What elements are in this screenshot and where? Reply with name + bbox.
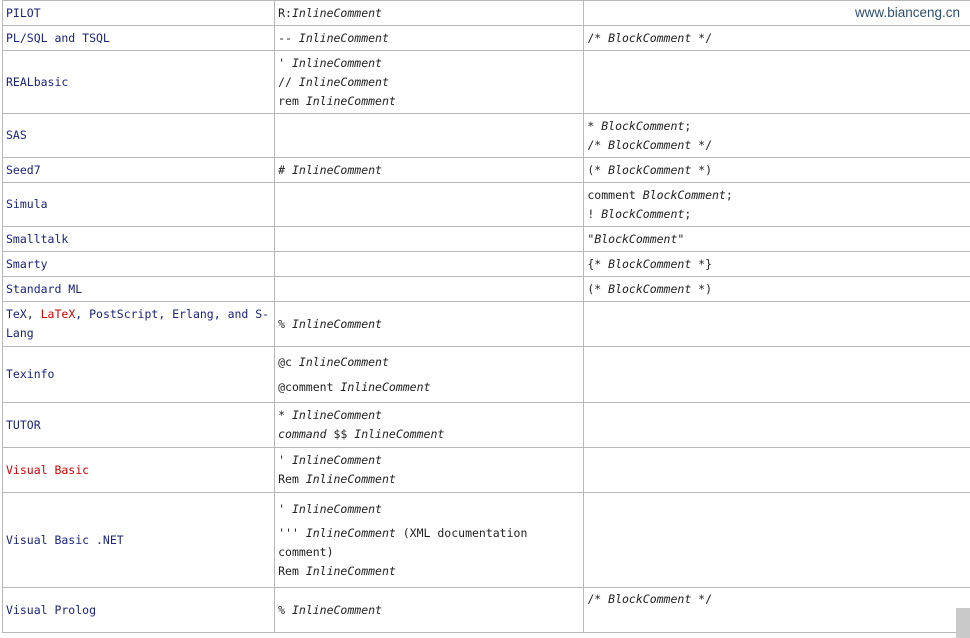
language-cell <box>3 158 275 183</box>
block-comment-cell <box>584 448 970 493</box>
block-comment-cell: {* BlockComment *} <box>584 252 970 277</box>
language-link[interactable]: SAS <box>6 128 27 142</box>
language-cell <box>3 347 275 403</box>
inline-comment-cell: % InlineComment <box>275 302 584 347</box>
inline-comment-cell: -- InlineComment <box>275 26 584 51</box>
language-cell <box>3 1 275 26</box>
language-link[interactable]: Smalltalk <box>6 231 69 246</box>
language-link[interactable]: Simula <box>6 197 48 211</box>
language-cell <box>3 51 275 114</box>
language-cell <box>3 448 275 493</box>
inline-comment-cell: ' InlineComment Rem InlineComment <box>275 448 584 493</box>
language-cell <box>3 277 275 302</box>
language-link[interactable]: PL/SQL and TSQL <box>6 30 110 45</box>
block-comment-cell: comment BlockComment; ! BlockComment; <box>584 183 970 227</box>
inline-comment-cell <box>275 227 584 252</box>
table-row <box>3 403 970 448</box>
language-cell <box>3 183 275 227</box>
language-cell <box>3 302 275 347</box>
language-link[interactable]: Smarty <box>6 256 48 271</box>
language-cell <box>3 26 275 51</box>
comment-syntax-table <box>2 0 970 633</box>
language-link[interactable]: Standard ML <box>6 281 83 296</box>
inline-comment-cell <box>275 277 584 302</box>
language-link[interactable]: Seed7 <box>6 162 41 177</box>
table-row <box>3 347 970 403</box>
language-cell <box>3 588 275 633</box>
language-link-latex[interactable]: LaTeX <box>40 307 76 321</box>
block-comment-cell <box>584 302 970 347</box>
table-row <box>3 227 970 252</box>
inline-comment-cell <box>275 183 584 227</box>
table-row <box>3 302 970 347</box>
table-row <box>3 114 970 158</box>
table-row <box>3 183 970 227</box>
block-comment-cell: /* BlockComment */ <box>584 588 970 633</box>
language-cell <box>3 403 275 448</box>
inline-comment-cell <box>275 114 584 158</box>
block-comment-cell: * BlockComment; /* BlockComment */ <box>584 114 970 158</box>
table-row <box>3 252 970 277</box>
table-row <box>3 493 970 588</box>
table-row <box>3 448 970 493</box>
language-cell <box>3 493 275 588</box>
inline-comment-cell: % InlineComment <box>275 588 584 633</box>
block-comment-cell: (* BlockComment *) <box>584 277 970 302</box>
language-link[interactable]: Visual Prolog <box>6 602 97 617</box>
scrollbar-corner[interactable] <box>956 608 970 638</box>
block-comment-cell <box>584 347 970 403</box>
language-cell <box>3 252 275 277</box>
language-link[interactable]: Visual Basic <box>6 462 90 477</box>
inline-comment-cell: ' InlineComment // InlineComment rem InlineComment <box>275 51 584 114</box>
table-row <box>3 26 970 51</box>
block-comment-cell: /* BlockComment */ <box>584 26 970 51</box>
block-comment-cell <box>584 51 970 114</box>
watermark: www.bianceng.cn <box>854 5 960 20</box>
block-comment-cell <box>584 493 970 588</box>
language-cell <box>3 114 275 158</box>
inline-comment-cell: R:InlineComment <box>275 1 584 26</box>
language-cell <box>3 227 275 252</box>
inline-comment-cell: # InlineComment <box>275 158 584 183</box>
table-row <box>3 158 970 183</box>
inline-comment-cell <box>275 252 584 277</box>
inline-comment-cell: * InlineComment command $$ InlineComment <box>275 403 584 448</box>
table-row <box>3 51 970 114</box>
block-comment-cell <box>584 403 970 448</box>
language-link[interactable]: Texinfo <box>6 367 55 381</box>
language-link[interactable]: PILOT <box>6 5 41 20</box>
inline-comment-cell: @c InlineComment @comment InlineComment <box>275 347 584 403</box>
language-link[interactable]: , PostScript, Erlang, and S-Lang <box>6 307 270 340</box>
language-link[interactable]: TUTOR <box>6 417 41 432</box>
table-row <box>3 1 970 26</box>
language-link[interactable]: REALbasic <box>6 74 69 89</box>
table-row <box>3 588 970 633</box>
language-link[interactable]: Visual Basic .NET <box>6 532 124 547</box>
block-comment-cell: "BlockComment" <box>584 227 970 252</box>
block-comment-cell: (* BlockComment *) <box>584 158 970 183</box>
table-row <box>3 277 970 302</box>
language-link[interactable]: TeX, <box>6 307 41 321</box>
inline-comment-cell: ' InlineComment ''' InlineComment (XML documentation comment) Rem InlineComment <box>275 493 584 588</box>
